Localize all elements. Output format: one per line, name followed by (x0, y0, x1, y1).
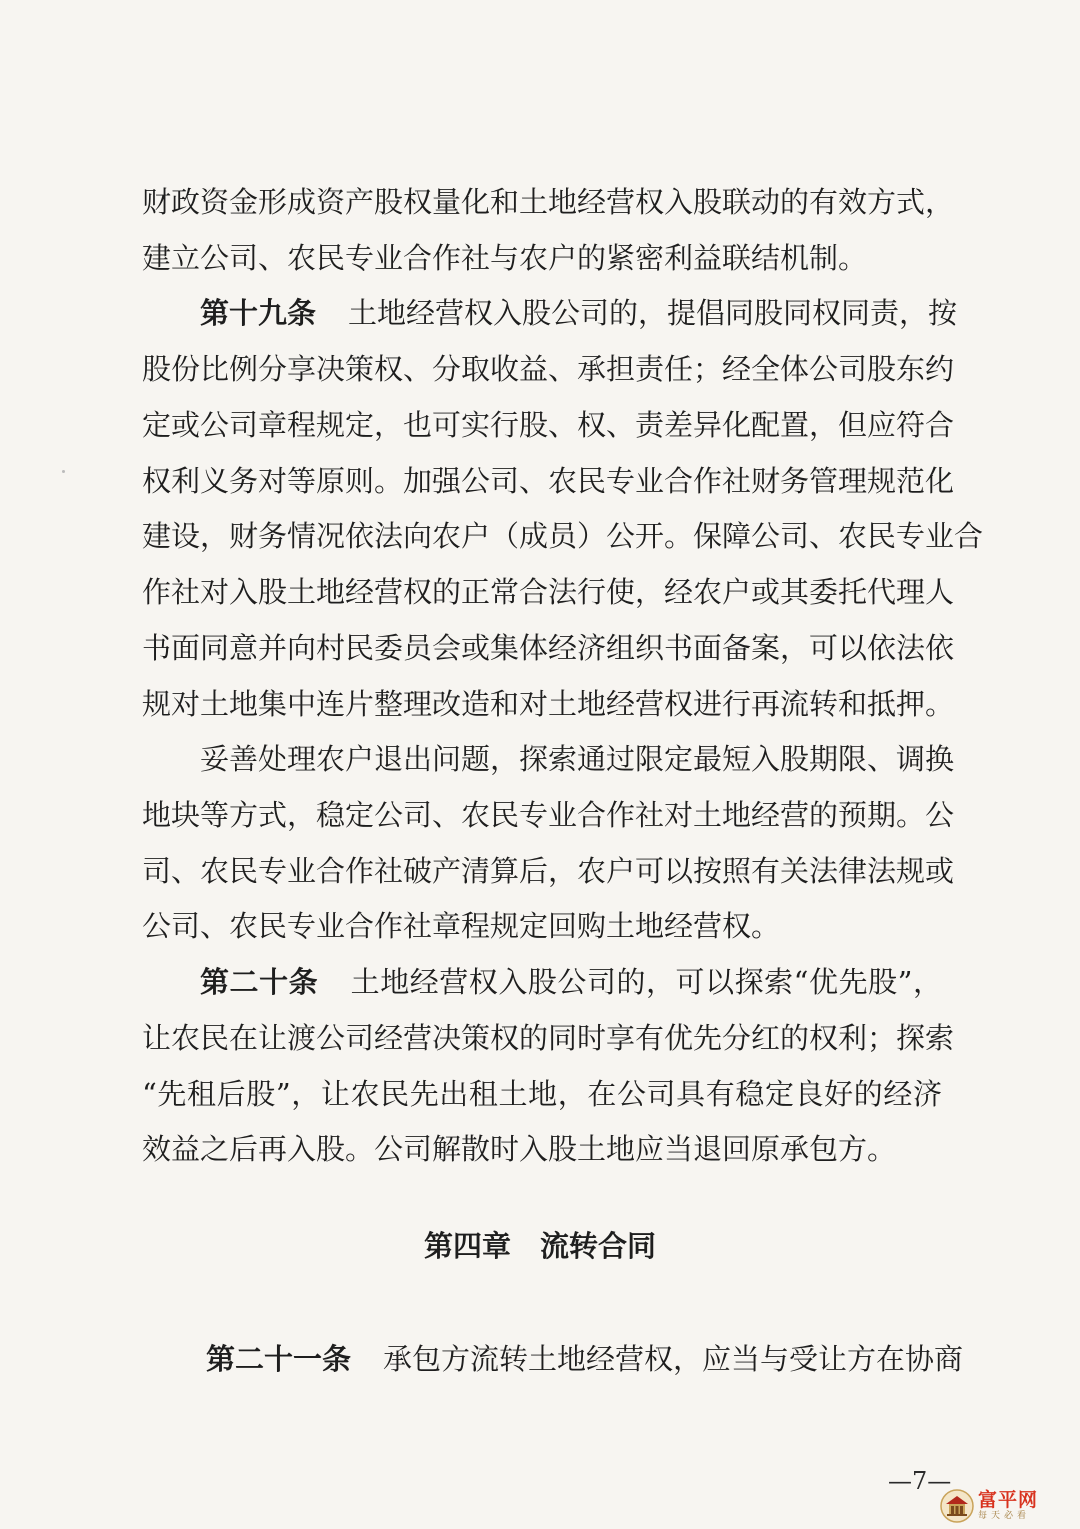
text-line: 定或公司章程规定，也可实行股、权、责差异化配置，但应符合 (142, 408, 955, 442)
text-line: 权利义务对等原则。加强公司、农民专业合作社财务管理规范化 (142, 464, 955, 498)
text-line: 土地经营权入股公司的，提倡同股同权同责，按 (348, 296, 958, 330)
scan-speck (62, 470, 65, 473)
text-line: “先租后股”，让农民先出租土地，在公司具有稳定良好的经济 (142, 1077, 942, 1111)
site-logo[interactable] (940, 1488, 1068, 1524)
text-line: 土地经营权入股公司的，可以探索“优先股”， (350, 965, 942, 999)
text-line: 书面同意并向村民委员会或集体经济组织书面备案，可以依法依 (142, 631, 955, 665)
text-line: 效益之后再入股。公司解散时入股土地应当退回原承包方。 (142, 1132, 897, 1166)
text-line: 地块等方式，稳定公司、农民专业合作社对土地经营的预期。公 (142, 798, 955, 832)
article-title: 第十九条 (200, 296, 317, 330)
text-line: 公司、农民专业合作社章程规定回购土地经营权。 (142, 909, 781, 943)
chapter-heading: 第四章 流转合同 (423, 1229, 656, 1263)
logo-tagline: 每天必看 (978, 1511, 1031, 1521)
text-line: 妥善处理农户退出问题，探索通过限定最短入股期限、调换 (200, 742, 955, 776)
article-title: 第二十条 (200, 965, 319, 999)
text-line: 承包方流转土地经营权，应当与受让方在协商 (383, 1342, 964, 1376)
text-line: 作社对入股土地经营权的正常合法行使，经农户或其委托代理人 (142, 575, 955, 609)
building-icon (940, 1489, 974, 1523)
text-line: 建设，财务情况依法向农户（成员）公开。保障公司、农民专业合 (142, 519, 984, 553)
article-21-first-line (206, 1341, 964, 1377)
text-line: 司、农民专业合作社破产清算后，农户可以按照有关法律法规或 (142, 854, 955, 888)
text-line: 财政资金形成资产股权量化和土地经营权入股联动的有效方式， (142, 185, 955, 219)
text-line: 股份比例分享决策权、分取收益、承担责任；经全体公司股东约 (142, 352, 955, 386)
article-title: 第二十一条 (206, 1342, 352, 1376)
text-line: 建立公司、农民专业合作社与农户的紧密利益联结机制。 (142, 241, 868, 275)
text-line: 规对土地集中连片整理改造和对土地经营权进行再流转和抵押。 (142, 687, 955, 721)
article-20-first-line (200, 964, 942, 1000)
logo-name: 富平网 (978, 1489, 1039, 1511)
article-19-first-line (200, 295, 958, 331)
page-number: —7— (888, 1467, 952, 1495)
text-line: 让农民在让渡公司经营决策权的同时享有优先分红的权利；探索 (142, 1021, 955, 1055)
